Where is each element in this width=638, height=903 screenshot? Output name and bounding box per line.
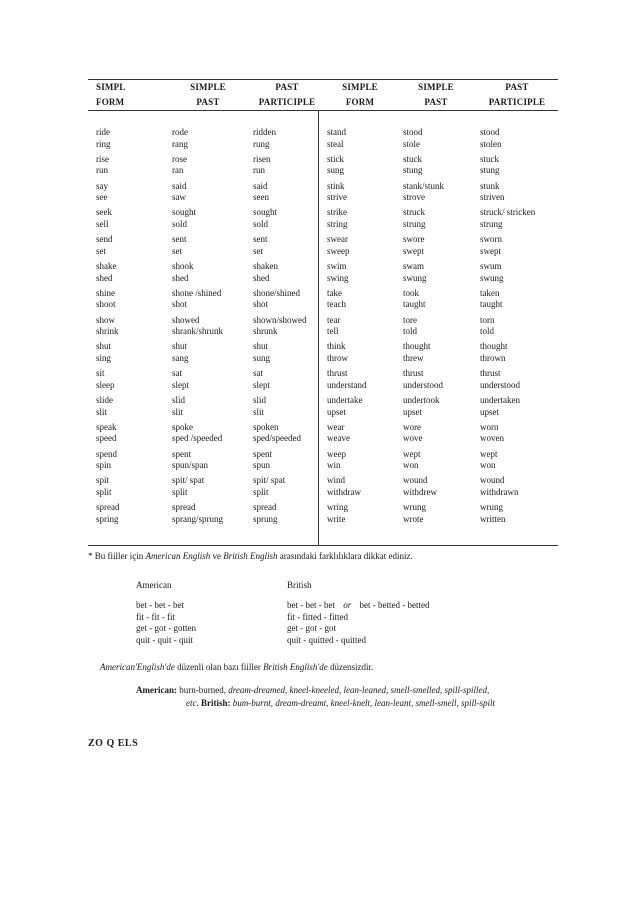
verb-form-cell: set: [96, 245, 106, 256]
verb-form-cell: told: [403, 326, 418, 337]
verb-form-cell: wrung: [480, 502, 503, 513]
verb-form-cell: spread: [253, 502, 277, 513]
verb-form-cell: spring: [96, 513, 119, 524]
verb-form-cell: told: [480, 326, 495, 337]
verb-form-cell: sell: [96, 218, 109, 229]
verb-form-cell: sold: [172, 218, 188, 229]
verb-form-cell: won: [403, 460, 419, 471]
verb-form-cell: win: [327, 460, 341, 471]
verb-form-cell: upset: [327, 406, 346, 417]
verb-form-cell: sent: [253, 234, 268, 245]
verb-form-cell: sweep: [327, 245, 350, 256]
verb-form-cell: sleep: [96, 379, 115, 390]
verb-form-cell: shown/showed: [253, 314, 307, 325]
para-british-label: British:: [201, 698, 231, 708]
verb-form-cell: strung: [480, 218, 503, 229]
verb-form-cell: stink: [327, 180, 345, 191]
verb-form-cell: stole: [403, 138, 420, 149]
verb-form-cell: sped /speeded: [172, 433, 223, 444]
verb-form-cell: spoke: [172, 421, 193, 432]
note-american-english: American English: [145, 551, 211, 561]
column-header-line: PARTICIPLE: [488, 97, 546, 107]
verb-form-cell: saw: [172, 192, 186, 203]
verb-form-cell: wove: [403, 433, 423, 444]
verb-form-cell: thought: [480, 341, 508, 352]
column-header: [96, 80, 156, 110]
para-american-text: burn-burned,: [176, 685, 229, 695]
column-header-line: PARTICIPLE: [258, 97, 316, 107]
verb-form-cell: strive: [327, 192, 347, 203]
verb-form-cell: wept: [403, 448, 421, 459]
verb-form-cell: ridden: [253, 127, 276, 137]
verb-form-cell: thrown: [480, 352, 506, 363]
verb-form-cell: see: [96, 192, 108, 203]
verb-form-cell: withdrawn: [480, 486, 519, 497]
verb-form-cell: speed: [96, 433, 117, 444]
verb-form-cell: wore: [403, 421, 421, 432]
verb-form-cell: seek: [96, 207, 112, 218]
verb-form-cell: sold: [253, 218, 269, 229]
verb-form-cell: slid: [172, 395, 186, 405]
british-or: or: [343, 600, 352, 610]
verb-form-cell: sought: [172, 207, 197, 218]
verb-form-cell: spread: [172, 502, 196, 513]
verb-form-cell: thought: [403, 341, 431, 352]
note2-american: American'English'de: [100, 662, 175, 672]
verb-form-cell: swim: [327, 261, 347, 271]
verb-form-cell: strove: [403, 192, 425, 203]
verb-form-cell: taught: [480, 299, 503, 310]
verb-form-cell: slit: [172, 406, 184, 417]
verb-form-cell: spin: [96, 460, 112, 471]
american-line: fit - fit - fit: [136, 611, 175, 622]
verb-form-cell: split: [253, 486, 269, 497]
british-line: [287, 600, 429, 612]
verb-form-cell: struck/ stricken: [480, 207, 536, 218]
verb-form-cell: shone /shined: [172, 287, 222, 298]
american-label: American: [136, 580, 172, 590]
verb-form-cell: thrust: [327, 368, 348, 379]
column-header-line: PAST: [275, 82, 299, 92]
verb-form-cell: wrote: [403, 513, 424, 524]
verb-form-cell: spend: [96, 448, 117, 459]
verb-form-cell: slept: [253, 379, 270, 390]
table-bottom-rule: [88, 545, 558, 546]
verb-form-cell: shut: [96, 341, 112, 352]
british-line: fit - fitted - fitted: [287, 611, 348, 622]
verb-form-cell: swung: [403, 272, 427, 283]
verb-form-cell: set: [172, 245, 182, 256]
verb-form-cell: ride: [96, 127, 110, 137]
verb-form-cell: swore: [403, 234, 425, 245]
verb-form-cell: swam: [403, 261, 424, 271]
british-line-betted: bet - betted - betted: [359, 600, 430, 610]
verb-form-cell: undertake: [327, 395, 363, 405]
verb-form-cell: run: [96, 165, 108, 176]
verb-form-cell: wind: [327, 475, 345, 486]
verb-form-cell: sung: [253, 352, 271, 363]
verb-form-cell: stick: [327, 153, 344, 164]
verb-form-cell: rise: [96, 153, 109, 164]
verb-form-cell: string: [327, 218, 348, 229]
verb-form-cell: weave: [327, 433, 350, 444]
note-irregular: [100, 662, 373, 672]
verb-form-cell: take: [327, 287, 342, 298]
verb-form-cell: stuck: [480, 153, 499, 164]
verb-form-cell: strike: [327, 207, 347, 218]
verb-form-cell: shut: [253, 341, 269, 352]
verb-form-cell: rode: [172, 127, 188, 137]
british-label: British: [287, 580, 312, 590]
section-title: ZO Q ELS: [88, 738, 139, 749]
table-divider: [318, 110, 319, 545]
note-text: * Bu fiiller için: [88, 551, 146, 561]
verb-form-cell: sing: [96, 352, 112, 363]
verb-form-cell: sped/speeded: [253, 433, 301, 444]
verb-form-cell: shone/shined: [253, 287, 300, 298]
verb-form-cell: sent: [172, 234, 187, 245]
header-bottom-rule: [88, 110, 558, 111]
verb-form-cell: spun/span: [172, 460, 208, 471]
verb-form-cell: swept: [480, 245, 501, 256]
verb-form-cell: steal: [327, 138, 344, 149]
british-line: quit - quitted - quitted: [287, 634, 366, 645]
note2-text: düzensizdir.: [327, 662, 374, 672]
verb-form-cell: rung: [253, 138, 270, 149]
verb-form-cell: split: [96, 486, 112, 497]
verb-form-cell: slide: [96, 395, 113, 405]
verb-form-cell: shot: [172, 299, 188, 310]
verb-form-cell: sought: [253, 207, 278, 218]
verb-form-cell: sworn: [480, 234, 502, 245]
verb-form-cell: striven: [480, 192, 505, 203]
column-header-line: FORM: [96, 97, 125, 107]
verb-form-cell: torn: [480, 314, 495, 325]
verb-form-cell: slit: [253, 406, 265, 417]
verb-form-cell: spoken: [253, 421, 279, 432]
verb-form-cell: spit/ spat: [253, 475, 286, 486]
verb-form-cell: speak: [96, 421, 117, 432]
verb-form-cell: stung: [480, 165, 500, 176]
verb-form-cell: set: [253, 245, 263, 256]
verb-form-cell: wound: [480, 475, 505, 486]
verb-form-cell: spit/ spat: [172, 475, 205, 486]
verb-form-cell: withdraw: [327, 486, 361, 497]
note2-british: British English'de: [263, 662, 328, 672]
column-header: [406, 80, 466, 110]
verb-form-cell: spent: [253, 448, 272, 459]
verb-form-cell: swing: [327, 272, 349, 283]
verb-form-cell: shoot: [96, 299, 116, 310]
british-line-bet: bet - bet - bet: [287, 600, 335, 610]
verb-form-cell: spun: [253, 460, 271, 471]
verb-form-cell: shaken: [253, 261, 278, 271]
verb-form-cell: sung: [327, 165, 345, 176]
column-header: [178, 80, 238, 110]
verb-form-cell: undertook: [403, 395, 440, 405]
verb-form-cell: weep: [327, 448, 346, 459]
verb-form-cell: stank/stunk: [403, 180, 445, 191]
verb-form-cell: tell: [327, 326, 339, 337]
verb-form-cell: wring: [327, 502, 348, 513]
verb-form-cell: run: [253, 165, 265, 176]
verb-form-cell: tore: [403, 314, 417, 325]
verb-form-cell: showed: [172, 314, 200, 325]
verb-form-cell: stolen: [480, 138, 502, 149]
verb-form-cell: strung: [403, 218, 426, 229]
verb-form-cell: written: [480, 513, 506, 524]
verb-form-cell: said: [253, 180, 268, 191]
para-line-2: [136, 697, 556, 710]
verb-form-cell: understood: [480, 379, 520, 390]
verb-form-cell: swum: [480, 261, 502, 271]
verb-form-cell: upset: [480, 406, 499, 417]
verb-form-cell: wept: [480, 448, 498, 459]
verb-form-cell: understand: [327, 379, 367, 390]
verb-form-cell: think: [327, 341, 346, 352]
verb-form-cell: shrink: [96, 326, 119, 337]
verb-form-cell: risen: [253, 153, 271, 164]
british-line: get - got - got: [287, 623, 336, 633]
verb-form-cell: sprung: [253, 513, 278, 524]
verb-form-cell: sat: [172, 368, 182, 379]
verb-form-cell: slit: [96, 406, 108, 417]
verb-form-cell: send: [96, 234, 113, 245]
column-header: [252, 80, 322, 110]
verb-form-cell: stand: [327, 127, 346, 137]
verb-form-cell: wound: [403, 475, 428, 486]
verb-form-cell: write: [327, 513, 346, 524]
column-header-line: SIMPLE: [342, 82, 378, 92]
verb-form-cell: took: [403, 287, 420, 298]
verb-form-cell: ran: [172, 165, 184, 176]
verb-form-cell: slid: [253, 395, 267, 405]
verb-form-cell: taken: [480, 287, 500, 298]
verb-form-cell: seen: [253, 192, 269, 203]
note-text: arasındaki farklılıklara dikkat ediniz.: [277, 551, 413, 561]
verb-form-cell: rang: [172, 138, 188, 149]
para-line-1: [136, 684, 556, 697]
verb-form-cell: understood: [403, 379, 443, 390]
note-british-english: British English: [223, 551, 278, 561]
verb-form-cell: swear: [327, 234, 348, 245]
verb-form-cell: upset: [403, 406, 422, 417]
verb-form-cell: wear: [327, 421, 345, 432]
verb-form-cell: spread: [96, 502, 120, 513]
para-american-examples: dream-dreamed, kneel-kneeled, lean-leaned, smell-smelled, spill-spilled,: [228, 685, 490, 695]
para-etc: etc.: [186, 698, 199, 708]
verb-form-cell: shine: [96, 287, 115, 298]
verb-form-cell: threw: [403, 352, 424, 363]
verb-form-cell: shed: [172, 272, 189, 283]
american-line: get - got - gotten: [136, 623, 196, 633]
verb-form-cell: sit: [96, 368, 105, 379]
verb-form-cell: said: [172, 180, 187, 191]
verb-form-cell: won: [480, 460, 496, 471]
note2-text: düzenli olan bazı fiiller: [174, 662, 264, 672]
verb-form-cell: shut: [172, 341, 188, 352]
column-header-line: FORM: [345, 97, 375, 107]
verb-form-cell: stung: [403, 165, 423, 176]
verb-form-cell: shook: [172, 261, 194, 271]
verb-form-cell: worn: [480, 421, 499, 432]
column-header: [482, 80, 552, 110]
verb-form-cell: throw: [327, 352, 348, 363]
column-header-line: SIMPLE: [190, 82, 226, 92]
verb-form-cell: withdrew: [403, 486, 437, 497]
verb-form-cell: split: [172, 486, 188, 497]
verb-form-cell: thrust: [403, 368, 424, 379]
column-header-line: SIMPLE: [418, 82, 454, 92]
verb-form-cell: swung: [480, 272, 504, 283]
column-header: [330, 80, 390, 110]
verb-form-cell: spit: [96, 475, 110, 486]
verb-form-cell: stuck: [403, 153, 422, 164]
verb-form-cell: slept: [172, 379, 189, 390]
verb-form-cell: shot: [253, 299, 269, 310]
verb-form-cell: say: [96, 180, 108, 191]
verb-form-cell: shake: [96, 261, 117, 271]
american-line: quit - quit - quit: [136, 634, 193, 645]
verb-form-cell: shed: [253, 272, 270, 283]
note-text: ve: [210, 551, 224, 561]
verb-form-cell: sang: [172, 352, 189, 363]
verb-form-cell: wrung: [403, 502, 426, 513]
verb-form-cell: swept: [403, 245, 424, 256]
verb-form-cell: thrust: [480, 368, 501, 379]
verb-form-cell: shrank/shrunk: [172, 326, 223, 337]
para-british-examples: bum-burnt, dream-dreamt, kneel-knelt, lean-leant, smell-smell, spill-spilt: [232, 698, 496, 708]
verb-form-cell: rose: [172, 153, 187, 164]
verb-form-cell: woven: [480, 433, 504, 444]
column-header-line: PAST: [505, 82, 529, 92]
verb-form-cell: taught: [403, 299, 426, 310]
verb-form-cell: sat: [253, 368, 263, 379]
verb-form-cell: spent: [172, 448, 191, 459]
verb-form-cell: struck: [403, 207, 425, 218]
column-header-line: PAST: [196, 97, 220, 107]
verb-form-cell: shed: [96, 272, 113, 283]
example-paragraph: [136, 684, 556, 710]
verb-form-cell: stunk: [480, 180, 500, 191]
verb-form-cell: shrunk: [253, 326, 278, 337]
verb-form-cell: sprang/sprung: [172, 513, 223, 524]
column-header-line: PAST: [424, 97, 448, 107]
american-line: bet - bet - bet: [136, 600, 184, 610]
verb-form-cell: teach: [327, 299, 346, 310]
verb-form-cell: show: [96, 314, 116, 325]
para-american-label: American:: [136, 685, 177, 695]
verb-form-cell: ring: [96, 138, 111, 149]
verb-form-cell: stood: [403, 127, 423, 137]
verb-form-cell: tear: [327, 314, 341, 325]
verb-form-cell: undertaken: [480, 395, 520, 405]
note-differences: [88, 551, 413, 561]
column-header-line: SIMPL: [96, 82, 126, 92]
verb-form-cell: stood: [480, 127, 500, 137]
